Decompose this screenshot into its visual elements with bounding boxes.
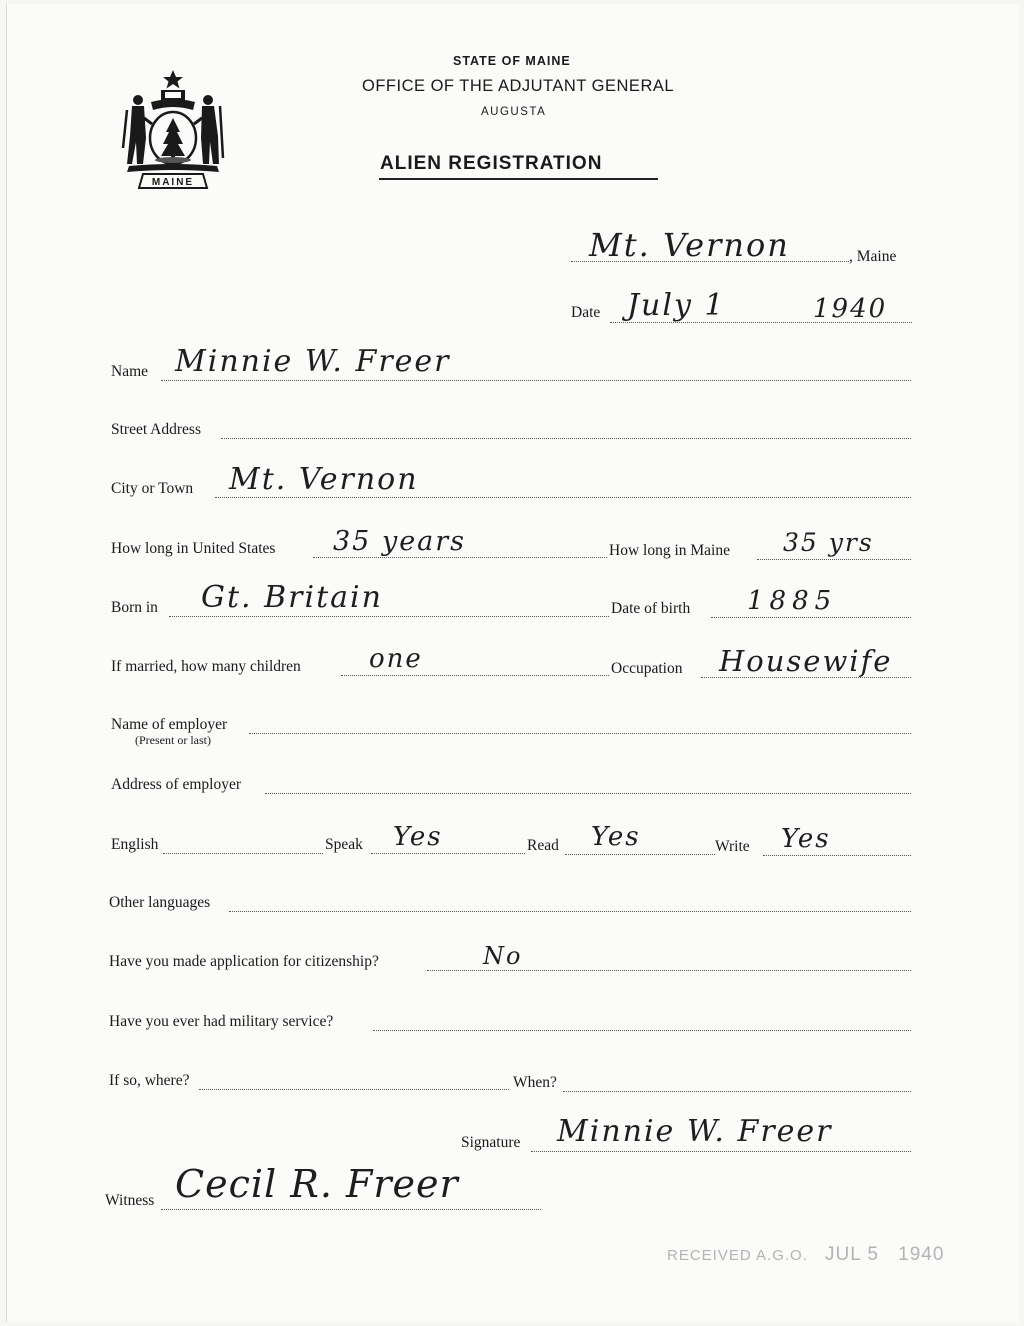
when-line — [563, 1091, 911, 1092]
when-label: When? — [513, 1074, 557, 1091]
read-line — [565, 854, 715, 855]
date-of-birth-line — [711, 617, 911, 618]
born-in-line — [169, 616, 609, 617]
occupation-value: Housewife — [719, 644, 893, 678]
received-stamp-label: RECEIVED A.G.O. — [667, 1247, 808, 1264]
write-line — [763, 855, 911, 856]
where-label: If so, where? — [109, 1072, 190, 1089]
children-value: one — [369, 644, 423, 674]
children-line — [341, 675, 609, 676]
date-year: 1940 — [813, 294, 888, 324]
received-stamp-year: 1940 — [898, 1244, 945, 1265]
citizenship-label: Have you made application for citizenship? — [109, 953, 379, 970]
title-underline — [379, 178, 658, 180]
witness-label: Witness — [105, 1192, 155, 1209]
english-label: English — [111, 836, 159, 853]
signature-label: Signature — [461, 1134, 521, 1151]
citizenship-value: No — [483, 942, 523, 970]
city-line — [215, 497, 911, 498]
registration-form — [6, 4, 1019, 1322]
born-in-label: Born in — [111, 599, 158, 616]
city-value: Mt. Vernon — [229, 462, 419, 497]
employer-address-label: Address of employer — [111, 776, 241, 793]
other-languages-line — [229, 911, 911, 912]
other-languages-label: Other languages — [109, 894, 211, 911]
location-value: Mt. Vernon — [589, 226, 790, 264]
speak-line — [371, 853, 525, 854]
signature-value: Minnie W. Freer — [557, 1114, 833, 1149]
date-of-birth-label: Date of birth — [611, 600, 691, 617]
name-line — [161, 380, 911, 381]
read-label: Read — [527, 837, 559, 854]
signature-line — [531, 1151, 911, 1152]
svg-text:MAINE: MAINE — [151, 177, 195, 188]
write-value: Yes — [781, 824, 831, 854]
employer-name-note: (Present or last) — [135, 733, 211, 747]
date-label: Date — [571, 304, 601, 321]
how-long-maine-line — [757, 559, 911, 560]
received-stamp — [667, 1244, 944, 1266]
name-value: Minnie W. Freer — [175, 344, 451, 379]
name-label: Name — [111, 363, 149, 380]
city-label: City or Town — [111, 480, 194, 497]
how-long-us-value: 35 years — [333, 526, 467, 557]
how-long-maine-value: 35 yrs — [783, 528, 874, 557]
maine-state-seal-icon — [119, 66, 227, 190]
where-line — [199, 1089, 509, 1090]
location-suffix: , Maine — [849, 248, 897, 265]
write-label: Write — [715, 838, 750, 855]
military-label: Have you ever had military service? — [109, 1013, 334, 1030]
employer-address-line — [265, 793, 911, 794]
city-heading: AUGUSTA — [481, 106, 547, 118]
received-stamp-date: JUL 5 — [825, 1244, 879, 1265]
speak-value: Yes — [393, 822, 443, 852]
citizenship-line — [427, 970, 911, 971]
occupation-label: Occupation — [611, 660, 683, 677]
office-heading: OFFICE OF THE ADJUTANT GENERAL — [362, 77, 675, 95]
how-long-us-label: How long in United States — [111, 540, 276, 557]
employer-name-line — [249, 733, 911, 734]
employer-name-label: Name of employer — [111, 716, 228, 733]
date-month-day: July 1 — [627, 288, 726, 323]
military-line — [373, 1030, 911, 1031]
witness-line — [161, 1209, 541, 1210]
born-in-value: Gt. Britain — [201, 580, 383, 615]
form-title: ALIEN REGISTRATION — [380, 153, 603, 174]
witness-value: Cecil R. Freer — [175, 1162, 459, 1206]
how-long-maine-label: How long in Maine — [609, 542, 730, 559]
how-long-us-line — [313, 557, 607, 558]
state-heading: STATE OF MAINE — [453, 54, 571, 68]
read-value: Yes — [591, 822, 641, 852]
speak-label: Speak — [325, 836, 363, 853]
street-address-label: Street Address — [111, 421, 201, 438]
street-address-line — [221, 438, 911, 439]
date-of-birth-value: 1885 — [747, 586, 838, 616]
children-label: If married, how many children — [111, 658, 301, 675]
english-line — [163, 853, 323, 854]
